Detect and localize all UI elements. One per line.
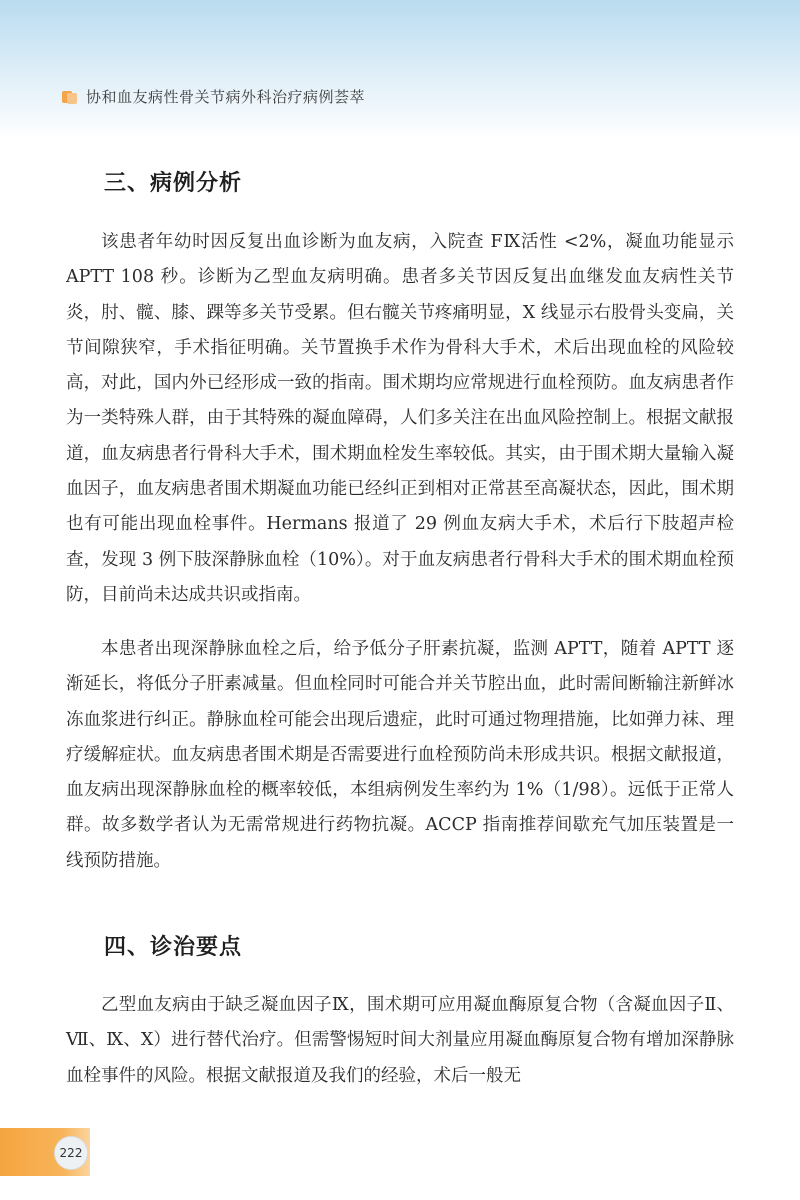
case-analysis-paragraph-1: 该患者年幼时因反复出血诊断为血友病，入院查 FⅨ活性 <2%，凝血功能显示 APTT 108 秒。诊断为乙型血友病明确。患者多关节因反复出血继发血友病性关节炎，肘、髋、膝、踝等多关节受累。但右髋关节疼痛明显，X 线显示右股骨头变扁，关节间隙狭窄，手术指征明确。关节置换手术作为骨科大手术，术后出现血栓的风险较高，对此，国内外已经形成一致的指南。围术期均应常规进行血栓预防。血友病患者作为一类特殊人群，由于其特殊的凝血障碍，人们多关注在出血风险控制上。根据文献报道，血友病患者行骨科大手术，围术期血栓发生率较低。其实，由于围术期大量输入凝血因子，血友病患者围术期凝血功能已经纠正到相对正常甚至高凝状态，因此，围术期也有可能出现血栓事件。Hermans 报道了 29 例血友病大手术，术后行下肢超声检查，发现 3 例下肢深静脉血栓（10%）。对于血友病患者行骨科大手术的围术期血栓预防，目前尚未达成共识或指南。	[66, 232, 734, 605]
section-heading-key-points: 四、诊治要点	[104, 935, 243, 960]
key-points-paragraph-1: 乙型血友病由于缺乏凝血因子Ⅸ，围术期可应用凝血酶原复合物（含凝血因子Ⅱ、Ⅶ、Ⅸ、Ⅹ）进行替代治疗。但需警惕短时间大剂量应用凝血酶原复合物有增加深静脉血栓事件的风险。根据文献报道及我们的经验，术后一般无	[66, 995, 734, 1086]
book-icon	[62, 89, 78, 105]
running-header-title: 协和血友病性骨关节病外科治疗病例荟萃	[86, 88, 366, 106]
running-header	[62, 86, 365, 107]
header-band	[0, 0, 800, 140]
case-analysis-paragraph-2: 本患者出现深静脉血栓之后，给予低分子肝素抗凝，监测 APTT，随着 APTT 逐渐延长，将低分子肝素减量。但血栓同时可能合并关节腔出血，此时需间断输注新鲜冰冻血浆进行纠正。静脉血栓可能会出现后遗症，此时可通过物理措施，比如弹力袜、理疗缓解症状。血友病患者围术期是否需要进行血栓预防尚未形成共识。根据文献报道，血友病出现深静脉血栓的概率较低，本组病例发生率约为 1%（1/98）。远低于正常人群。故多数学者认为无需常规进行药物抗凝。ACCP 指南推荐间歇充气加压装置是一线预防措施。	[66, 639, 734, 871]
page-number: 222	[54, 1136, 88, 1170]
section-heading-case-analysis: 三、病例分析	[104, 171, 243, 196]
